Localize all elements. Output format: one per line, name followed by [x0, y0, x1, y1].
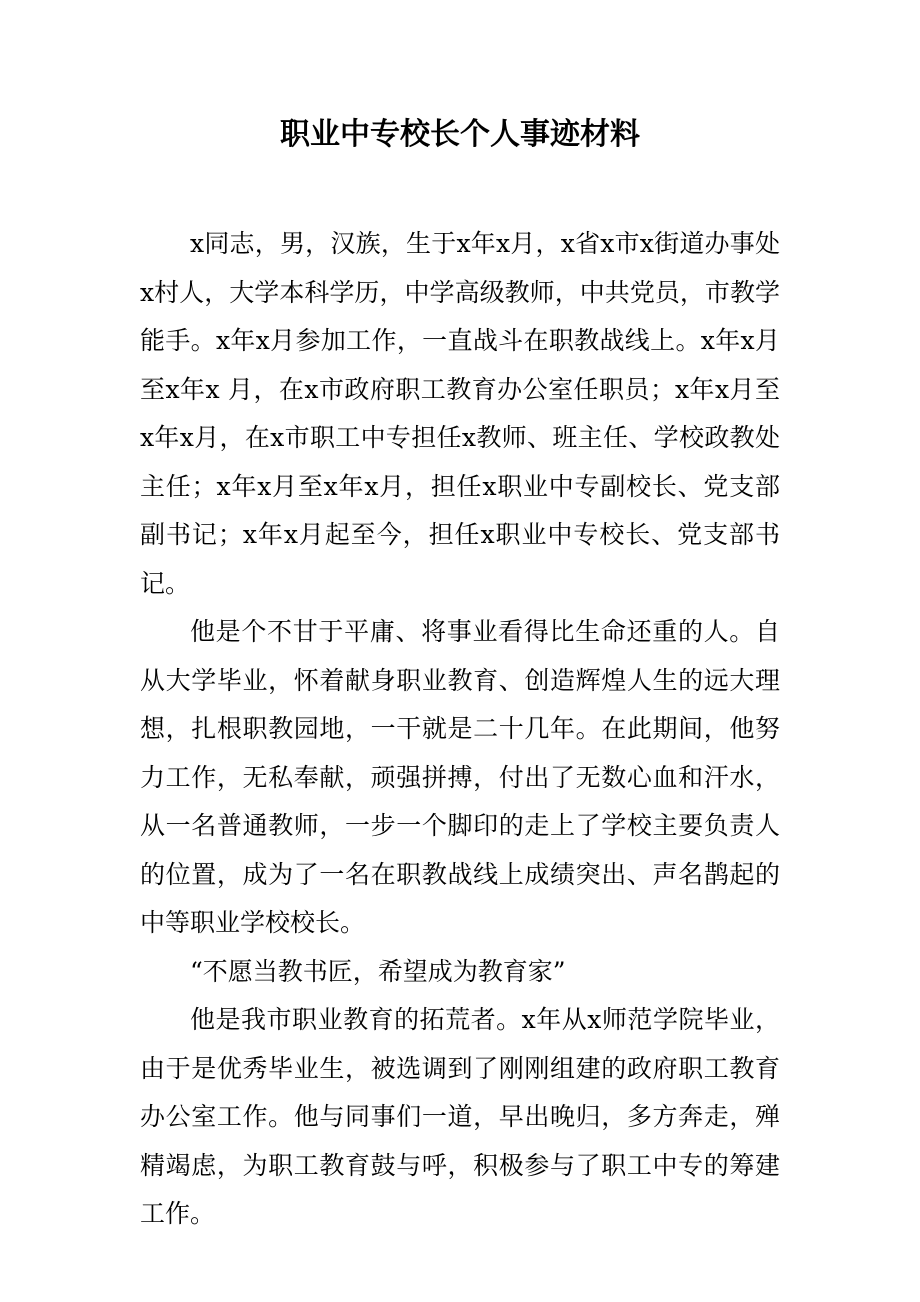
paragraph-pioneer: 他是我市职业教育的拓荒者。x年从x师范学院毕业，由于是优秀毕业生，被选调到了刚刚组建的政府职工教育办公室工作。他与同事们一道，早出晚归，多方奔走，殚精竭虑，为职工教育鼓与呼，积极参与了职工中专的筹建工作。	[140, 1005, 780, 1228]
paragraph-intro: x同志，男，汉族，生于x年x月，x省x市x街道办事处x村人，大学本科学历，中学高级教师，中共党员，市教学能手。x年x月参加工作，一直战斗在职教战线上。x年x月至x年x 月，在x市政府职工教育办公室任职员；x年x月至x年x月，在x市职工中专担任x教师、班主任、学校政教处主任；x年x月至x年x月，担任x职业中专副校长、党支部副书记；x年x月起至今，担任x职业中专校长、党支部书记。	[140, 229, 780, 598]
section-heading: “不愿当教书匠，希望成为教育家”	[190, 956, 566, 986]
paragraph-career: 他是个不甘于平庸、将事业看得比生命还重的人。自从大学毕业，怀着献身职业教育、创造辉煌人生的远大理想，扎根职教园地，一干就是二十几年。在此期间，他努力工作，无私奉献，顽强拼搏，付出了无数心血和汗水，从一名普通教师，一步一个脚印的走上了学校主要负责人的位置，成为了一名在职教战线上成绩突出、声名鹊起的中等职业学校校长。	[140, 617, 780, 937]
document-body	[140, 220, 780, 1239]
document-title: 职业中专校长个人事迹材料	[280, 117, 640, 152]
